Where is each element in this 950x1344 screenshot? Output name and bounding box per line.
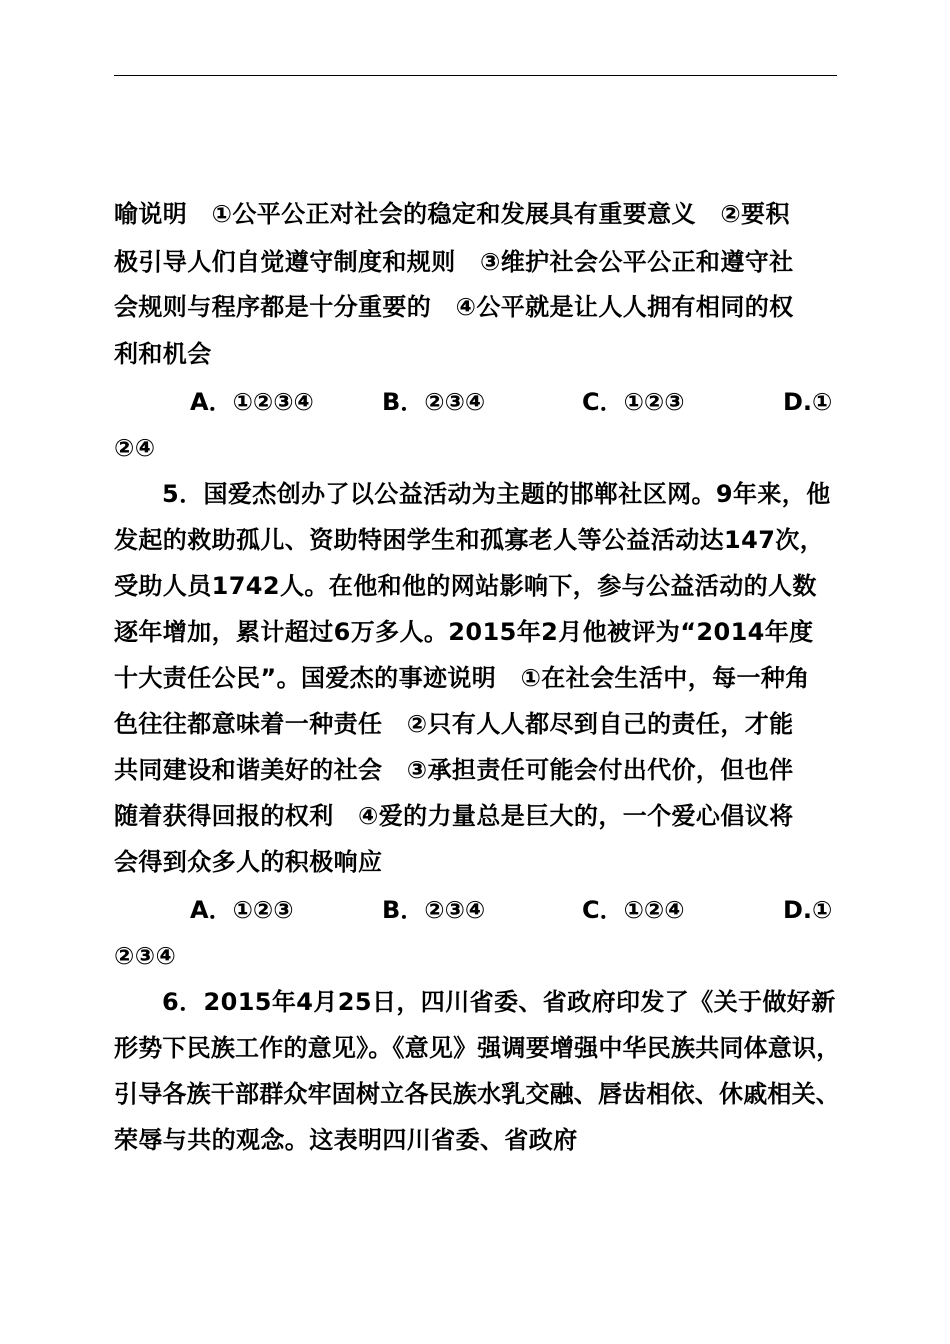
question-4-option-b: B．②③④ (382, 388, 486, 416)
question-5-line-8: 随着获得回报的权利 ④爱的力量总是巨大的，一个爱心倡议将 (114, 802, 794, 830)
question-5-line-9: 会得到众多人的积极响应 (114, 848, 383, 876)
question-5-option-c: C．①②④ (582, 896, 685, 924)
question-5-line-2: 发起的救助孤儿、资助特困学生和孤寡老人等公益活动达147次， (114, 526, 825, 554)
question-5-line-7: 共同建设和谐美好的社会 ③承担责任可能会付出代价，但也伴 (114, 756, 794, 784)
question-4-line-2: 极引导人们自觉遵守制度和规则 ③维护社会公平公正和遵守社 (114, 248, 794, 276)
question-4-line-3: 会规则与程序都是十分重要的 ④公平就是让人人拥有相同的权 (114, 293, 794, 321)
question-5-line-4: 逐年增加，累计超过6万多人。2015年2月他被评为“2014年度 (114, 618, 814, 646)
question-6-line-1: 6．2015年4月25日，四川省委、省政府印发了《关于做好新 (162, 988, 836, 1016)
question-5-line-1: 5．国爱杰创办了以公益活动为主题的邯郸社区网。9年来，他 (162, 480, 831, 508)
question-6-line-2: 形势下民族工作的意见》。《意见》强调要增强中华民族共同体意识， (114, 1034, 841, 1062)
question-4-option-d: D.① (783, 388, 833, 416)
question-5-option-d: D.① (783, 896, 833, 924)
question-5-option-a: A．①②③ (190, 896, 294, 924)
question-5-line-5: 十大责任公民”。国爱杰的事迹说明 ①在社会生活中，每一种角 (114, 664, 810, 692)
question-5-line-3: 受助人员1742人。在他和他的网站影响下，参与公益活动的人数 (114, 572, 817, 600)
question-5-option-d-wrap: ②③④ (114, 942, 177, 970)
question-6-line-3: 引导各族干部群众牢固树立各民族水乳交融、唇齿相依、休戚相关、 (114, 1080, 840, 1108)
question-5-option-b: B．②③④ (382, 896, 486, 924)
question-6-line-4: 荣辱与共的观念。这表明四川省委、省政府 (114, 1126, 578, 1154)
question-5-line-6: 色往往都意味着一种责任 ②只有人人都尽到自己的责任，才能 (114, 710, 794, 738)
header-rule (114, 75, 837, 76)
question-4-line-4: 利和机会 (114, 340, 212, 368)
question-4-option-c: C．①②③ (582, 388, 685, 416)
question-4-line-1: 喻说明 ①公平公正对社会的稳定和发展具有重要意义 ②要积 (114, 200, 790, 228)
question-4-option-a: A．①②③④ (190, 388, 314, 416)
question-4-option-d-wrap: ②④ (114, 434, 156, 462)
